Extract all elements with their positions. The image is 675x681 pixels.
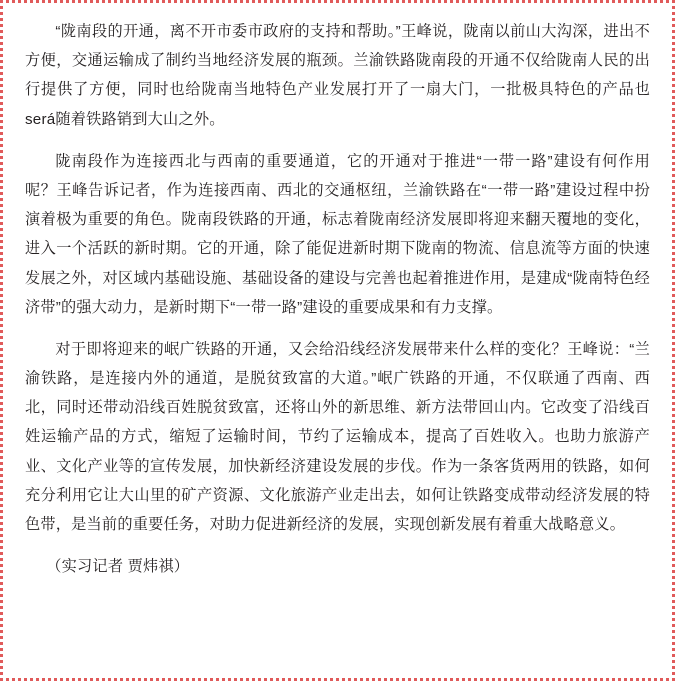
byline: （实习记者 贾炜祺） — [46, 558, 190, 576]
paragraph-3: 对于即将迎来的岷广铁路的开通，又会给沿线经济发展带来什么样的变化？王峰说：“兰渝铁路，是连接内外的通道，是脱贫致富的大道。”岷广铁路的开通，不仅联通了西南、西北，同时还带动沿线百姓脱贫致富，还将山外的新思维、新方法带回山内。它改变了沿线百姓运输产品的方式，缩短了运输时间，节约了运输成本，提高了百姓收入。也助力旅游产业、文化产业等的宣传发展，加快新经济建设发展的步伐。作为一条客货两用的铁路，如何充分利用它让大山里的矿产资源、文化旅游产业走出去，如何让铁路变成带动经济发展的特色带，是当前的重要任务，对助力促进新经济的发展，实现创新发展有着重大战略意义。 — [25, 340, 650, 533]
article-body — [25, 17, 650, 582]
paragraph-2: 陇南段作为连接西北与西南的重要通道，它的开通对于推进“一带一路”建设有何作用呢？王峰告诉记者，作为连接西南、西北的交通枢纽，兰渝铁路在“一带一路”建设过程中扮演着极为重要的角色。陇南段铁路的开通，标志着陇南经济发展即将迎来翻天覆地的变化，进入一个活跃的新时期。它的开通，除了能促进新时期下陇南的物流、信息流等方面的快速发展之外，对区域内基础设施、基础设备的建设与完善也起着推进作用，是建成“陇南特色经济带”的强大动力，是新时期下“一带一路”建设的重要成果和有力支撑。 — [25, 152, 650, 316]
paragraph-1: “陇南段的开通，离不开市委市政府的支持和帮助。”王峰说，陇南以前山大沟深，进出不方便，交通运输成了制约当地经济发展的瓶颈。兰渝铁路陇南段的开通不仅给陇南人民的出行提供了方便，同时也给陇南当地特色产业发展打开了一扇大门，一批极具特色的产品也será随着铁路销到大山之外。 — [25, 23, 650, 128]
